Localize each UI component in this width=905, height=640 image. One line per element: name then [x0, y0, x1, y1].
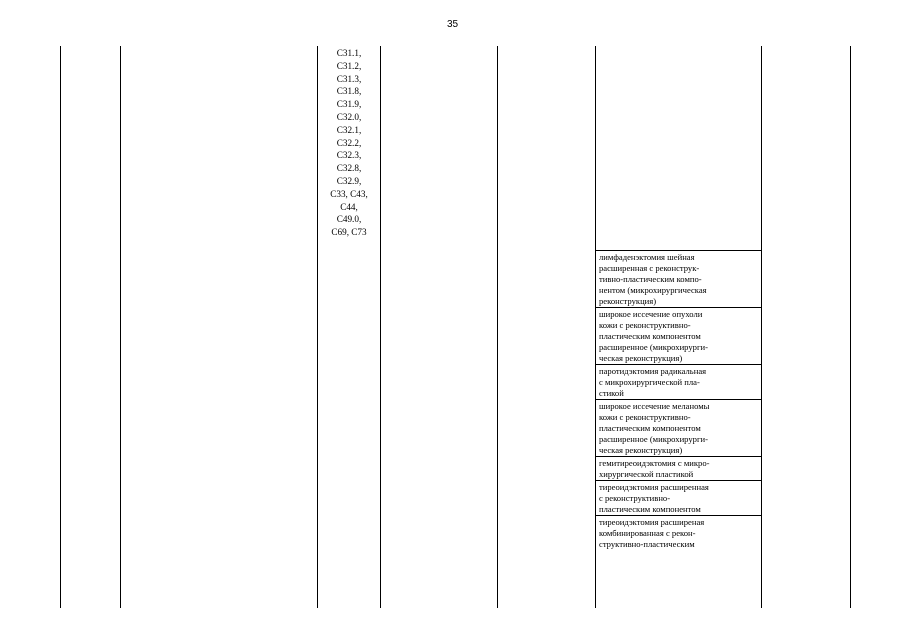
- procedure-line: с реконструктивно-: [599, 493, 671, 503]
- procedure-cell: [596, 516, 761, 550]
- procedure-line: лимфаденэктомия шейная: [599, 252, 695, 262]
- procedure-line: тиреоидэктомия расширенная: [599, 482, 709, 492]
- procedure-line: широкое иссечение опухоли: [599, 309, 703, 319]
- diagnosis-code: C33, C43,: [330, 188, 368, 199]
- diagnosis-code: C31.1,: [336, 48, 362, 58]
- procedure-line: структивно-пластическим: [599, 539, 695, 549]
- diagnosis-code: C44,: [340, 201, 358, 212]
- diagnosis-code: C49.0,: [336, 214, 362, 225]
- procedure-line: гемитиреоидэктомия с микро-: [599, 458, 710, 468]
- procedure-line: пластическим компонентом: [599, 331, 701, 341]
- procedure-cell: [596, 308, 761, 365]
- procedure-line: широкое иссечение меланомы: [599, 401, 710, 411]
- procedures-column: [596, 250, 761, 609]
- diagnosis-code: C31.3,: [336, 73, 362, 84]
- procedure-line: тиреоидэктомия расширеная: [599, 517, 705, 527]
- table-column-border: [761, 46, 762, 608]
- procedure-line: тивно-пластическим компо-: [599, 274, 702, 284]
- procedure-line: расширенное (микрохирурги-: [599, 434, 708, 444]
- table-column-border: [497, 46, 498, 608]
- diagnosis-code: C32.2,: [336, 137, 362, 148]
- diagnosis-code: C69, C73: [331, 227, 367, 238]
- diagnosis-code: C32.3,: [336, 150, 362, 161]
- procedure-cell: [596, 251, 761, 308]
- procedure-cell: [596, 365, 761, 400]
- diagnosis-code: C31.2,: [336, 60, 362, 71]
- table-column-border: [850, 46, 851, 608]
- diagnosis-code: C32.8,: [336, 163, 362, 174]
- diagnosis-code: C32.1,: [336, 124, 362, 135]
- procedure-line: реконструкция): [599, 296, 657, 306]
- procedure-line: комбинированная с рекон-: [599, 528, 696, 538]
- diagnosis-code: C31.9,: [336, 99, 362, 110]
- procedure-line: паротидэктомия радикальная: [599, 366, 707, 376]
- procedure-line: ческая реконструкция): [599, 445, 683, 455]
- diagnosis-code: C32.0,: [336, 111, 362, 122]
- procedure-line: расширенное (микрохирурги-: [599, 342, 708, 352]
- procedure-cell: [596, 400, 761, 457]
- procedure-line: с микрохирургической пла-: [599, 377, 700, 387]
- procedure-line: пластическим компонентом: [599, 504, 701, 514]
- table-column-border: [380, 46, 381, 608]
- procedure-line: хирургической пластикой: [599, 469, 694, 479]
- diagnosis-code: C31.8,: [336, 86, 362, 97]
- procedure-cell: [596, 457, 761, 481]
- procedure-cell: [596, 481, 761, 516]
- procedure-line: пластическим компонентом: [599, 423, 701, 433]
- diagnosis-code: C32.9,: [336, 175, 362, 186]
- procedure-line: кожи с реконструктивно-: [599, 320, 691, 330]
- procedure-line: стикой: [599, 388, 624, 398]
- procedure-line: расширенная с реконструк-: [599, 263, 700, 273]
- page-number: 35: [446, 19, 459, 30]
- diagnosis-codes-cell: [318, 47, 380, 239]
- table-column-border: [60, 46, 61, 608]
- table-column-border: [120, 46, 121, 608]
- procedure-line: нентом (микрохирургическая: [599, 285, 707, 295]
- procedure-line: ческая реконструкция): [599, 353, 683, 363]
- procedure-line: кожи с реконструктивно-: [599, 412, 691, 422]
